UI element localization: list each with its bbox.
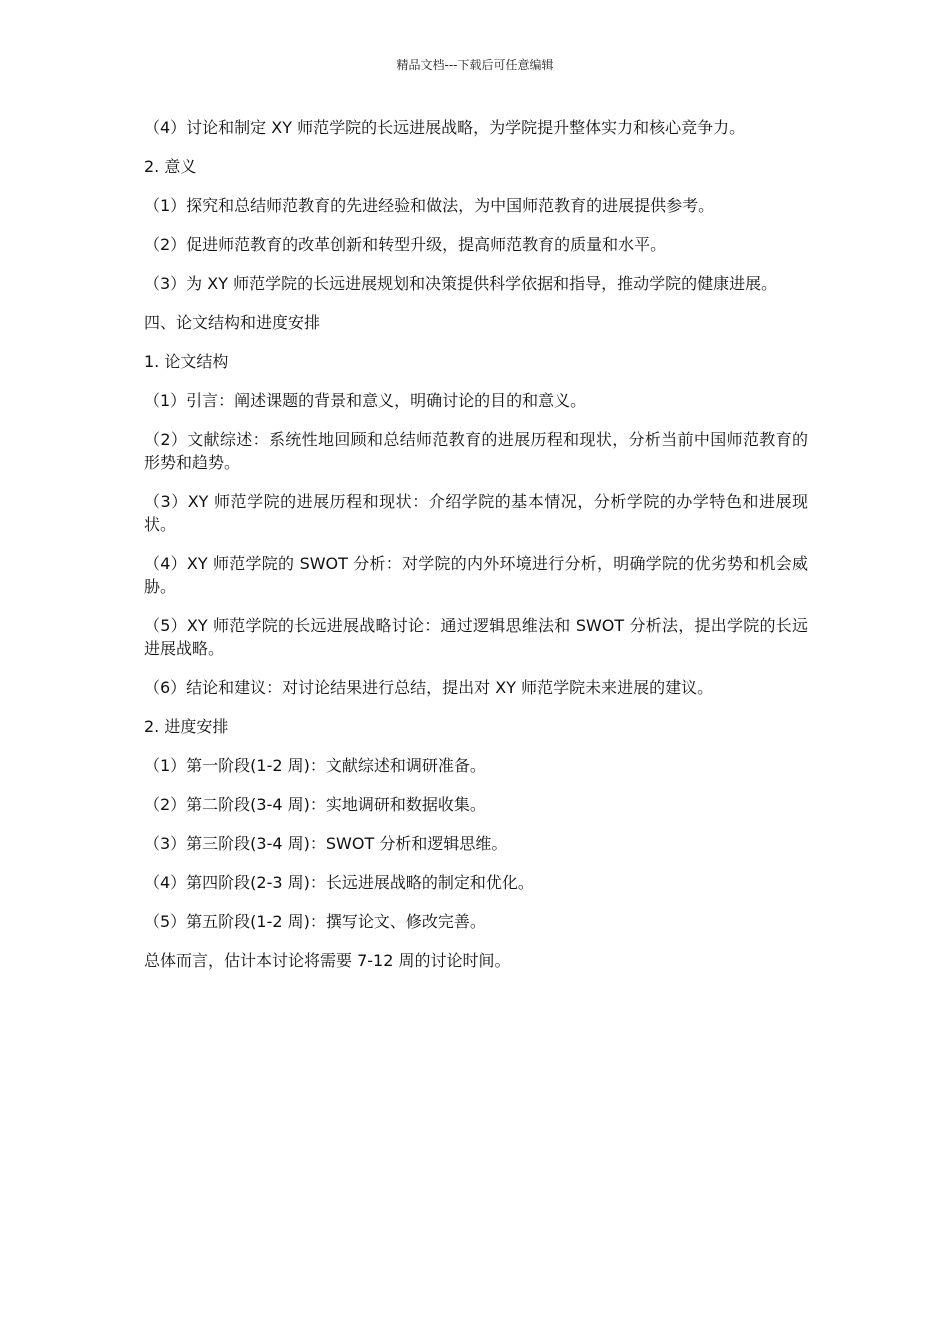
significance-item-3: （3）为 XY 师范学院的长远进展规划和决策提供科学依据和指导，推动学院的健康进展。	[144, 274, 778, 293]
structure-item-3: （3）XY 师范学院的进展历程和现状：介绍学院的基本情况，分析学院的办学特色和进展现状。	[144, 492, 808, 534]
section-four-heading: 四、论文结构和进度安排	[144, 313, 321, 332]
section-significance-heading: 2. 意义	[144, 157, 197, 176]
document-body	[144, 116, 808, 988]
goal-item-4: （4）讨论和制定 XY 师范学院的长远进展战略，为学院提升整体实力和核心竞争力。	[144, 118, 746, 137]
significance-item-1: （1）探究和总结师范教育的先进经验和做法，为中国师范教育的进展提供参考。	[144, 196, 715, 215]
structure-item-6: （6）结论和建议：对讨论结果进行总结，提出对 XY 师范学院未来进展的建议。	[144, 678, 714, 697]
page-header: 精品文档---下载后可任意编辑	[396, 58, 554, 72]
thesis-structure-heading: 1. 论文结构	[144, 352, 229, 371]
schedule-item-4: （4）第四阶段(2-3 周)：长远进展战略的制定和优化。	[144, 873, 534, 892]
significance-item-2: （2）促进师范教育的改革创新和转型升级，提高师范教育的质量和水平。	[144, 235, 667, 254]
schedule-item-2: （2）第二阶段(3-4 周)：实地调研和数据收集。	[144, 795, 486, 814]
structure-item-1: （1）引言：阐述课题的背景和意义，明确讨论的目的和意义。	[144, 391, 587, 410]
summary-paragraph: 总体而言，估计本讨论将需要 7-12 周的讨论时间。	[144, 951, 511, 970]
schedule-item-1: （1）第一阶段(1-2 周)：文献综述和调研准备。	[144, 756, 486, 775]
schedule-item-5: （5）第五阶段(1-2 周)：撰写论文、修改完善。	[144, 912, 486, 931]
structure-item-5: （5）XY 师范学院的长远进展战略讨论：通过逻辑思维法和 SWOT 分析法，提出学院的长远进展战略。	[144, 616, 808, 658]
schedule-heading: 2. 进度安排	[144, 717, 229, 736]
schedule-item-3: （3）第三阶段(3-4 周)：SWOT 分析和逻辑思维。	[144, 834, 508, 853]
structure-item-4: （4）XY 师范学院的 SWOT 分析：对学院的内外环境进行分析，明确学院的优劣势和机会威胁。	[144, 554, 808, 596]
structure-item-2: （2）文献综述：系统性地回顾和总结师范教育的进展历程和现状，分析当前中国师范教育的形势和趋势。	[144, 430, 808, 472]
